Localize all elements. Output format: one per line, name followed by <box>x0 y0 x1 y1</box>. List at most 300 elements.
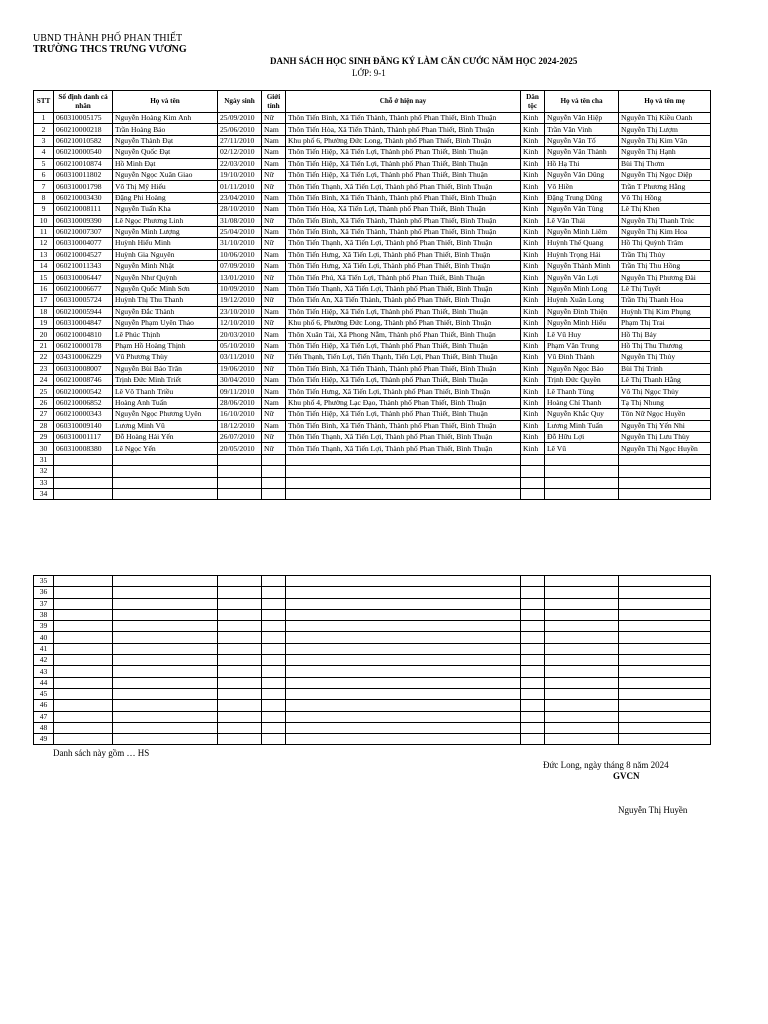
table-cell <box>286 700 521 711</box>
table-row <box>34 249 711 260</box>
table-cell <box>113 632 218 643</box>
table-cell: Phạm Hồ Hoàng Thịnh <box>113 340 218 351</box>
table-cell <box>545 700 619 711</box>
table-cell: Kinh <box>521 181 545 192</box>
table-cell <box>113 609 218 620</box>
table-cell: 060310008380 <box>54 443 113 454</box>
table-cell: 060210005944 <box>54 306 113 317</box>
table-cell <box>545 587 619 598</box>
table-cell: Lê Ngọc Phương Linh <box>113 215 218 226</box>
column-header: Họ và tên <box>113 91 218 113</box>
table-cell: 38 <box>34 609 54 620</box>
table-cell: Hoàng Anh Tuấn <box>113 397 218 408</box>
table-cell <box>113 700 218 711</box>
table-cell: Lê Vũ <box>545 443 619 454</box>
table-cell <box>619 598 711 609</box>
table-cell <box>218 632 262 643</box>
table-cell <box>113 643 218 654</box>
table-cell: 11 <box>34 226 54 237</box>
table-cell <box>286 688 521 699</box>
table-cell: Nguyễn Văn Dũng <box>545 169 619 180</box>
table-cell: Nguyễn Minh Lượng <box>113 226 218 237</box>
table-cell: Trần Thị Thanh Hoa <box>619 295 711 306</box>
table-cell <box>54 454 113 465</box>
table-cell <box>545 488 619 499</box>
table-cell <box>218 466 262 477</box>
table-cell: 2 <box>34 124 54 135</box>
table-cell <box>619 643 711 654</box>
table-cell: Nam <box>262 192 286 203</box>
table-cell: Kinh <box>521 420 545 431</box>
table-cell <box>218 700 262 711</box>
table-cell <box>54 477 113 488</box>
table-cell: 060210000542 <box>54 386 113 397</box>
table-cell: 48 <box>34 722 54 733</box>
table-cell <box>262 621 286 632</box>
table-cell: Nguyễn Thị Kim Vân <box>619 135 711 146</box>
table-cell <box>521 621 545 632</box>
table-cell: 12/10/2010 <box>218 318 262 329</box>
table-cell <box>262 587 286 598</box>
table-cell: Khu phố 6, Phường Đức Long, Thành phố Phan Thiết, Bình Thuận <box>286 318 521 329</box>
table-row <box>34 329 711 340</box>
table-cell: 18 <box>34 306 54 317</box>
table-cell: 060210010874 <box>54 158 113 169</box>
student-table-continued <box>33 575 711 745</box>
table-cell: Thôn Tiến Bình, Xã Tiến Thành, Thành phố Phan Thiết, Bình Thuận <box>286 113 521 124</box>
table-cell: 28 <box>34 420 54 431</box>
table-cell: Trần Văn Vinh <box>545 124 619 135</box>
table-row <box>34 147 711 158</box>
table-cell <box>545 466 619 477</box>
table-cell <box>54 666 113 677</box>
table-row <box>34 677 711 688</box>
table-cell: Thôn Tiến Phú, Xã Tiến Lợi, Thành phố Phan Thiết, Bình Thuận <box>286 272 521 283</box>
table-cell: 6 <box>34 169 54 180</box>
table-cell <box>521 454 545 465</box>
table-cell: Thôn Tiến Hiệp, Xã Tiến Lợi, Thành phố Phan Thiết, Bình Thuận <box>286 374 521 385</box>
table-cell: Lê Vũ Huy <box>545 329 619 340</box>
table-cell: 28/06/2010 <box>218 397 262 408</box>
table-cell: Khu phố 6, Phường Đức Long, Thành phố Phan Thiết, Bình Thuận <box>286 135 521 146</box>
table-cell: 25/09/2010 <box>218 113 262 124</box>
table-cell <box>54 609 113 620</box>
table-cell: 42 <box>34 655 54 666</box>
table-cell: 22/03/2010 <box>218 158 262 169</box>
column-header: STT <box>34 91 54 113</box>
table-cell <box>54 576 113 587</box>
table-cell: Thôn Tiến Hiệp, Xã Tiến Lợi, Thành phố Phan Thiết, Bình Thuận <box>286 169 521 180</box>
table-cell: Nguyễn Thành Đạt <box>113 135 218 146</box>
table-cell: 23/10/2010 <box>218 306 262 317</box>
table-cell: Đặng Trung Dũng <box>545 192 619 203</box>
table-cell: 15 <box>34 272 54 283</box>
table-row <box>34 666 711 677</box>
table-cell: Vũ Phương Thùy <box>113 352 218 363</box>
table-row <box>34 466 711 477</box>
table-cell <box>54 734 113 745</box>
table-cell: Tạ Thị Nhung <box>619 397 711 408</box>
table-cell: Hồ Hạ Thi <box>545 158 619 169</box>
table-row <box>34 226 711 237</box>
table-cell: 10/09/2010 <box>218 283 262 294</box>
table-cell <box>262 700 286 711</box>
table-cell: Nam <box>262 329 286 340</box>
table-cell: Kinh <box>521 158 545 169</box>
table-cell: Nữ <box>262 443 286 454</box>
table-cell: Kinh <box>521 204 545 215</box>
table-cell: 19/06/2010 <box>218 363 262 374</box>
table-cell: Nguyễn Hoàng Kim Anh <box>113 113 218 124</box>
table-cell: Thôn Tiến Bình, Xã Tiến Thành, Thành phố Phan Thiết, Bình Thuận <box>286 226 521 237</box>
table-row <box>34 420 711 431</box>
table-cell: Nam <box>262 261 286 272</box>
table-cell <box>521 677 545 688</box>
table-cell: Thôn Tiến Hòa, Xã Tiến Lợi, Thành phố Phan Thiết, Bình Thuận <box>286 204 521 215</box>
table-cell: Kinh <box>521 431 545 442</box>
table-cell: 03/11/2010 <box>218 352 262 363</box>
table-cell: Kinh <box>521 295 545 306</box>
table-cell: 060210000540 <box>54 147 113 158</box>
table-cell <box>262 655 286 666</box>
table-cell: 30/04/2010 <box>218 374 262 385</box>
table-cell <box>262 711 286 722</box>
table-cell: 45 <box>34 688 54 699</box>
table-cell: Nguyễn Văn Thành <box>545 147 619 158</box>
table-cell: Nguyễn Quốc Minh Sơn <box>113 283 218 294</box>
table-cell: Kinh <box>521 135 545 146</box>
table-cell <box>619 466 711 477</box>
table-cell: Kinh <box>521 272 545 283</box>
table-cell: 060210006677 <box>54 283 113 294</box>
table-cell: Nguyễn Minh Liêm <box>545 226 619 237</box>
table-cell: Nam <box>262 135 286 146</box>
table-cell <box>619 587 711 598</box>
column-header: Số định danh cá nhân <box>54 91 113 113</box>
table-cell <box>619 666 711 677</box>
table-cell: 060310006447 <box>54 272 113 283</box>
table-row <box>34 609 711 620</box>
table-cell <box>54 488 113 499</box>
table-cell: 01/11/2010 <box>218 181 262 192</box>
table-cell <box>619 677 711 688</box>
table-cell: Nam <box>262 124 286 135</box>
table-cell: 47 <box>34 711 54 722</box>
table-cell: 49 <box>34 734 54 745</box>
table-cell: Nguyễn Phạm Uyên Thảo <box>113 318 218 329</box>
table-cell: Kinh <box>521 386 545 397</box>
table-cell: Huỳnh Trọng Hải <box>545 249 619 260</box>
table-cell <box>286 488 521 499</box>
table-cell: 02/12/2010 <box>218 147 262 158</box>
table-cell <box>286 609 521 620</box>
table-cell <box>619 609 711 620</box>
table-cell <box>521 488 545 499</box>
table-cell: 21 <box>34 340 54 351</box>
table-cell <box>521 711 545 722</box>
table-cell: Nữ <box>262 295 286 306</box>
table-row <box>34 431 711 442</box>
table-row <box>34 283 711 294</box>
table-cell: Lương Minh Tuấn <box>545 420 619 431</box>
table-cell <box>262 688 286 699</box>
table-cell <box>619 734 711 745</box>
table-cell <box>619 576 711 587</box>
table-cell: Nữ <box>262 238 286 249</box>
table-cell <box>521 466 545 477</box>
table-cell <box>545 454 619 465</box>
table-cell: 29 <box>34 431 54 442</box>
table-cell <box>521 598 545 609</box>
table-cell: Huỳnh Thị Thu Thanh <box>113 295 218 306</box>
table-row <box>34 352 711 363</box>
table-row <box>34 598 711 609</box>
table-cell: Lê Thanh Tùng <box>545 386 619 397</box>
table-cell: 3 <box>34 135 54 146</box>
table-row <box>34 181 711 192</box>
table-cell: Thôn Tiến Thạnh, Xã Tiến Lợi, Thành phố Phan Thiết, Bình Thuận <box>286 431 521 442</box>
table-cell: 034310006229 <box>54 352 113 363</box>
table-cell <box>619 655 711 666</box>
table-cell: 43 <box>34 666 54 677</box>
table-row <box>34 443 711 454</box>
table-cell: 23 <box>34 363 54 374</box>
table-cell: Nguyễn Thị Phương Đài <box>619 272 711 283</box>
table-cell: 060310011802 <box>54 169 113 180</box>
table-cell: 22 <box>34 352 54 363</box>
count-note: Danh sách này gồm … HS <box>53 748 150 758</box>
table-cell: Huỳnh Thị Kim Phụng <box>619 306 711 317</box>
table-cell: 060210000343 <box>54 409 113 420</box>
table-row <box>34 397 711 408</box>
table-cell: Nguyễn Quốc Đạt <box>113 147 218 158</box>
table-cell <box>286 454 521 465</box>
table-cell: Huỳnh Hiểu Minh <box>113 238 218 249</box>
table-cell: 36 <box>34 587 54 598</box>
table-cell: 8 <box>34 192 54 203</box>
table-cell <box>218 711 262 722</box>
table-cell: Nguyễn Thị Ngọc Huyền <box>619 443 711 454</box>
table-cell: 060210008746 <box>54 374 113 385</box>
table-cell: 13 <box>34 249 54 260</box>
table-cell <box>54 700 113 711</box>
table-cell <box>545 477 619 488</box>
table-row <box>34 192 711 203</box>
table-cell: 060210008111 <box>54 204 113 215</box>
table-cell <box>113 734 218 745</box>
table-cell <box>218 587 262 598</box>
table-cell: 30 <box>34 443 54 454</box>
table-cell: 34 <box>34 488 54 499</box>
table-cell <box>113 466 218 477</box>
table-cell: Kinh <box>521 352 545 363</box>
table-cell: Kinh <box>521 363 545 374</box>
table-cell: Nguyễn Văn Tố <box>545 135 619 146</box>
table-cell: Võ Hiền <box>545 181 619 192</box>
table-row <box>34 374 711 385</box>
table-cell: Hồ Minh Đạt <box>113 158 218 169</box>
table-cell: 19/10/2010 <box>218 169 262 180</box>
table-cell: Nguyễn Minh Long <box>545 283 619 294</box>
table-cell: 9 <box>34 204 54 215</box>
table-cell <box>286 734 521 745</box>
place-date: Đức Long, ngày tháng 8 năm 2024 <box>543 760 669 770</box>
table-row <box>34 204 711 215</box>
table-cell: Hoàng Chí Thanh <box>545 397 619 408</box>
table-row <box>34 340 711 351</box>
table-cell: Nữ <box>262 215 286 226</box>
table-cell: Thôn Tiến Hiệp, Xã Tiến Lợi, Thành phố Phan Thiết, Bình Thuận <box>286 340 521 351</box>
table-cell: Nguyễn Minh Hiếu <box>545 318 619 329</box>
table-cell: 25/04/2010 <box>218 226 262 237</box>
table-cell <box>262 632 286 643</box>
table-cell: Thôn Xuân Tài, Xã Phong Nẫm, Thành phố Phan Thiết, Bình Thuận <box>286 329 521 340</box>
table-cell: Thôn Tiến Thạnh, Xã Tiến Lợi, Thành phố Phan Thiết, Bình Thuận <box>286 238 521 249</box>
table-cell: 060310005724 <box>54 295 113 306</box>
table-cell: 060310008007 <box>54 363 113 374</box>
table-cell: Kinh <box>521 124 545 135</box>
table-row <box>34 454 711 465</box>
table-cell: 060210003430 <box>54 192 113 203</box>
table-cell: 39 <box>34 621 54 632</box>
table-cell <box>113 722 218 733</box>
table-cell: 10 <box>34 215 54 226</box>
table-cell: 060310009390 <box>54 215 113 226</box>
table-cell <box>113 711 218 722</box>
table-cell: Nam <box>262 386 286 397</box>
table-cell: Huỳnh Thế Quang <box>545 238 619 249</box>
table-cell: 23/04/2010 <box>218 192 262 203</box>
table-cell <box>218 598 262 609</box>
table-cell: Thôn Tiến Hiệp, Xã Tiến Lợi, Thành phố Phan Thiết, Bình Thuận <box>286 306 521 317</box>
table-cell: Thôn Tiến Hưng, Xã Tiến Lợi, Thành phố Phan Thiết, Bình Thuận <box>286 261 521 272</box>
table-cell <box>545 621 619 632</box>
table-cell <box>286 621 521 632</box>
table-cell: Thôn Tiến Bình, Xã Tiến Thành, Thành phố Phan Thiết, Bình Thuận <box>286 363 521 374</box>
table-cell: Nam <box>262 249 286 260</box>
table-cell: Thôn Tiến Hưng, Xã Tiến Lợi, Thành phố Phan Thiết, Bình Thuận <box>286 386 521 397</box>
table-cell: Kinh <box>521 226 545 237</box>
table-cell <box>218 576 262 587</box>
table-cell: 060210004527 <box>54 249 113 260</box>
table-cell: 33 <box>34 477 54 488</box>
table-cell: Đỗ Hữu Lợi <box>545 431 619 442</box>
table-cell: Thôn Tiến Bình, Xã Tiến Thành, Thành phố Phan Thiết, Bình Thuận <box>286 420 521 431</box>
table-cell: Kinh <box>521 318 545 329</box>
table-cell: Kinh <box>521 249 545 260</box>
table-row <box>34 488 711 499</box>
table-cell <box>113 488 218 499</box>
table-cell <box>619 700 711 711</box>
table-cell: Kinh <box>521 397 545 408</box>
table-cell <box>545 609 619 620</box>
table-cell <box>545 677 619 688</box>
table-cell <box>619 477 711 488</box>
table-cell <box>218 666 262 677</box>
table-cell <box>545 688 619 699</box>
table-cell: Bùi Thị Thơm <box>619 158 711 169</box>
table-cell <box>286 722 521 733</box>
table-cell <box>286 466 521 477</box>
table-cell <box>113 666 218 677</box>
table-cell <box>54 466 113 477</box>
table-cell <box>262 488 286 499</box>
table-cell <box>545 643 619 654</box>
table-cell: Võ Thị Mỹ Hiếu <box>113 181 218 192</box>
table-cell: Thôn Tiến Hòa, Xã Tiến Thành, Thành phố Phan Thiết, Bình Thuận <box>286 124 521 135</box>
table-cell: Tôn Nữ Ngọc Huyền <box>619 409 711 420</box>
table-cell <box>619 632 711 643</box>
table-cell: 060210004810 <box>54 329 113 340</box>
table-cell: Trần Hoàng Bảo <box>113 124 218 135</box>
table-row <box>34 655 711 666</box>
table-cell: Nguyễn Thị Kiều Oanh <box>619 113 711 124</box>
table-cell: Nguyễn Thị Thủy <box>619 352 711 363</box>
table-cell <box>286 632 521 643</box>
table-cell: 14 <box>34 261 54 272</box>
table-cell <box>113 655 218 666</box>
table-cell: Thôn Tiến An, Xã Tiến Thành, Thành phố Phan Thiết, Bình Thuận <box>286 295 521 306</box>
table-cell: 27 <box>34 409 54 420</box>
table-cell: 13/01/2010 <box>218 272 262 283</box>
table-cell: 25 <box>34 386 54 397</box>
table-cell <box>54 643 113 654</box>
table-cell: Nguyễn Thị Lượm <box>619 124 711 135</box>
table-cell: Kinh <box>521 306 545 317</box>
table-cell: Lê Võ Thanh Triều <box>113 386 218 397</box>
table-cell: Lê Thị Tuyết <box>619 283 711 294</box>
signer-name: Nguyễn Thị Huyền <box>618 805 688 815</box>
table-cell: 060310009140 <box>54 420 113 431</box>
table-cell: 1 <box>34 113 54 124</box>
table-cell <box>113 477 218 488</box>
table-cell <box>218 488 262 499</box>
table-cell <box>218 609 262 620</box>
table-cell: Nguyễn Thị Hạnh <box>619 147 711 158</box>
table-cell <box>619 454 711 465</box>
table-cell <box>619 722 711 733</box>
table-cell: Trịnh Đức Quyền <box>545 374 619 385</box>
table-cell <box>218 722 262 733</box>
table-cell <box>262 643 286 654</box>
table-cell: Bùi Thị Trinh <box>619 363 711 374</box>
table-cell <box>521 576 545 587</box>
table-row <box>34 409 711 420</box>
column-header: Ngày sinh <box>218 91 262 113</box>
table-row <box>34 734 711 745</box>
table-cell <box>113 621 218 632</box>
table-cell: 16/10/2010 <box>218 409 262 420</box>
student-table <box>33 90 711 500</box>
table-row <box>34 124 711 135</box>
table-cell <box>113 677 218 688</box>
table-cell: Lê Thị Khen <box>619 204 711 215</box>
table-cell: Nam <box>262 374 286 385</box>
table-cell: 26/07/2010 <box>218 431 262 442</box>
table-cell: 20/03/2010 <box>218 329 262 340</box>
table-cell: 17 <box>34 295 54 306</box>
table-cell <box>262 576 286 587</box>
table-cell: 05/10/2010 <box>218 340 262 351</box>
table-cell <box>545 632 619 643</box>
class-label: LỚP: 9-1 <box>352 68 386 78</box>
table-cell <box>262 598 286 609</box>
table-row <box>34 711 711 722</box>
table-cell: Kinh <box>521 283 545 294</box>
table-cell <box>113 587 218 598</box>
table-cell <box>113 598 218 609</box>
table-row <box>34 113 711 124</box>
